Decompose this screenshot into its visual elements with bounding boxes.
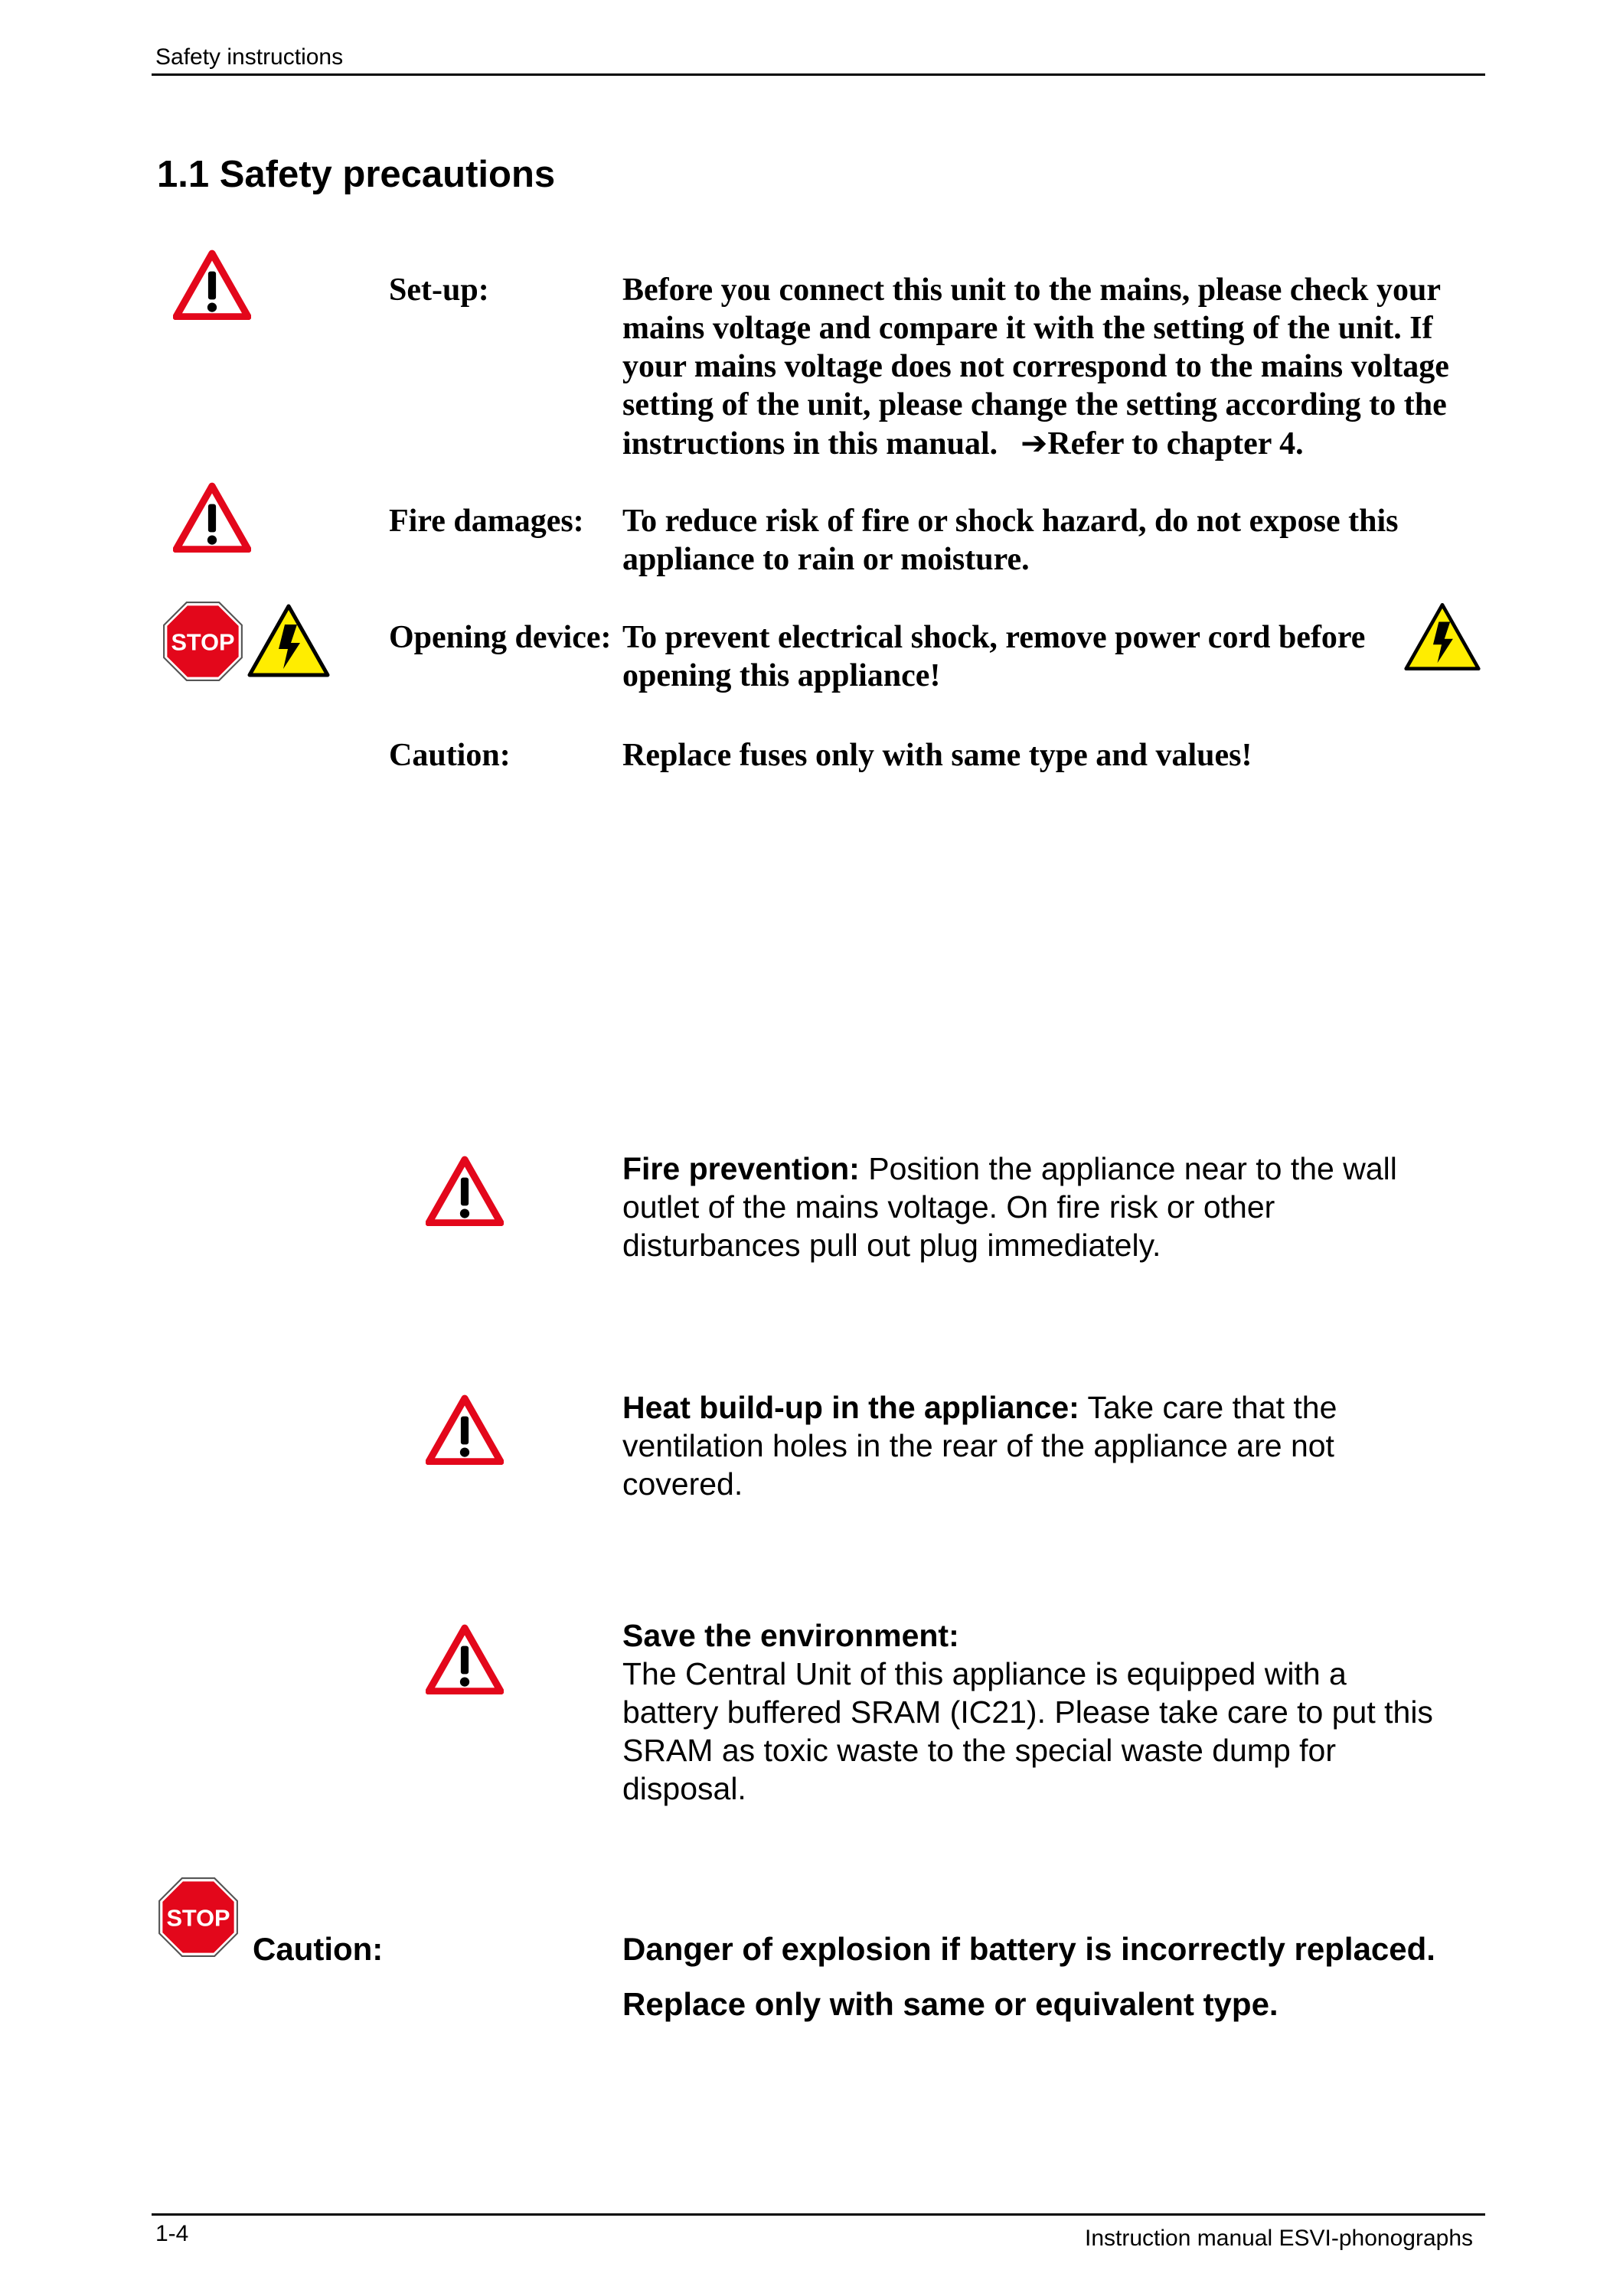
footer-rule bbox=[152, 2213, 1485, 2216]
warning-icon bbox=[173, 249, 251, 320]
stop-sign-text: STOP bbox=[171, 628, 235, 656]
page-title: 1.1 Safety precautions bbox=[157, 154, 556, 195]
warning-icon bbox=[173, 482, 251, 553]
precaution-text-caution: Replace fuses only with same type and values! bbox=[622, 738, 1252, 773]
battery-caution-label: Caution: bbox=[253, 1931, 384, 1967]
precaution-text-opening: To prevent electrical shock, remove power cord before opening this appliance! bbox=[622, 620, 1366, 693]
warning-icon bbox=[426, 1624, 504, 1694]
warning-icon bbox=[426, 1394, 504, 1465]
note-fire-prevention: Fire prevention: Position the appliance near to the wall outlet of the mains voltage. On fire risk or other disturbances pull out plug immediately. bbox=[622, 1151, 1397, 1263]
precaution-label-setup: Set-up: bbox=[389, 272, 489, 308]
header-rule bbox=[152, 73, 1485, 76]
precaution-text-fire: To reduce risk of fire or shock hazard, do not expose this appliance to rain or moisture. bbox=[622, 504, 1399, 577]
note-heat-buildup: Heat build-up in the appliance: Take care that the ventilation holes in the rear of the appliance are not covered. bbox=[622, 1390, 1337, 1502]
electrical-hazard-icon bbox=[247, 603, 331, 678]
precaution-label-caution: Caution: bbox=[389, 738, 511, 773]
electrical-hazard-icon bbox=[1403, 602, 1481, 672]
battery-caution-line2: Replace only with same or equivalent type. bbox=[622, 1986, 1278, 2022]
running-header: Safety instructions bbox=[155, 44, 344, 70]
stop-sign-text: STOP bbox=[166, 1904, 230, 1932]
precaution-text-setup: Before you connect this unit to the mains, please check your mains voltage and compare it with the setting of the unit. If your mains voltage does not correspond to the mains voltage setting of the unit, please change the setting according to the instructions in this manual. ➔Refer to chapter 4. bbox=[622, 272, 1449, 461]
battery-caution-line1: Danger of explosion if battery is incorrectly replaced. bbox=[622, 1931, 1435, 1967]
note-environment: Save the environment: The Central Unit of this appliance is equipped with a battery buffered SRAM (IC21). Please take care to put this SRAM as toxic waste to the special waste dump for disposal. bbox=[622, 1618, 1433, 1806]
manual-title: Instruction manual ESVI-phonographs bbox=[1085, 2226, 1473, 2251]
chapter-reference: Refer to chapter 4. bbox=[1047, 426, 1304, 461]
precaution-label-fire: Fire damages: bbox=[389, 504, 584, 539]
page-number: 1-4 bbox=[155, 2221, 189, 2246]
warning-icon bbox=[426, 1156, 504, 1226]
stop-sign-icon bbox=[162, 601, 243, 682]
stop-sign-icon bbox=[158, 1877, 239, 1958]
precaution-label-opening: Opening device: bbox=[389, 620, 612, 655]
arrow-right-icon: ➔ bbox=[1020, 424, 1048, 461]
